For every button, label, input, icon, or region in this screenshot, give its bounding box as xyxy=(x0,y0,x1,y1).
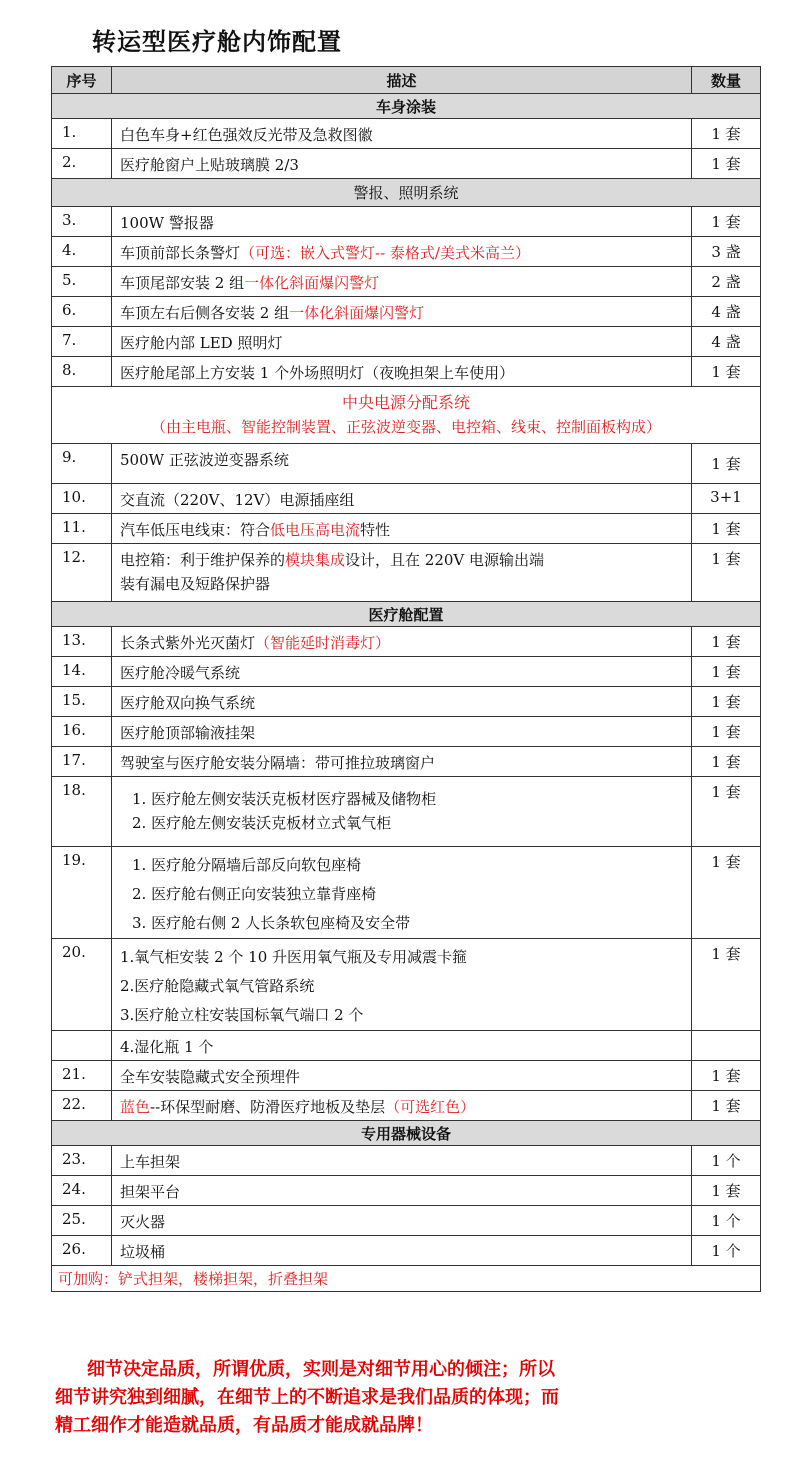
row-qty: 1 个 xyxy=(692,1236,761,1266)
table-header-row xyxy=(52,67,761,94)
row-desc: 4.湿化瓶 1 个 xyxy=(112,1031,692,1061)
row-desc xyxy=(112,847,692,939)
row-desc: 灭火器 xyxy=(112,1206,692,1236)
desc-text: --环保型耐磨、防滑医疗地板及垫层 xyxy=(150,1098,386,1116)
row-desc: 驾驶室与医疗舱安装分隔墙：带可推拉玻璃窗户 xyxy=(112,747,692,777)
desc-highlight: 蓝色 xyxy=(120,1098,151,1116)
table-row xyxy=(52,939,761,1031)
row-no: 5. xyxy=(52,267,112,297)
row-qty: 1 套 xyxy=(692,119,761,149)
table-row xyxy=(52,1176,761,1206)
row-no: 15. xyxy=(52,687,112,717)
motto-line: 细节决定品质，所谓优质，实则是对细节用心的倾注；所以 xyxy=(87,1359,555,1380)
row-qty: 4 盏 xyxy=(692,327,761,357)
row-no: 9. xyxy=(52,444,112,484)
desc-text: 车顶尾部安装 2 组 xyxy=(120,274,245,292)
section-alarm-light xyxy=(52,179,761,207)
table-row xyxy=(52,1206,761,1236)
header-desc: 描述 xyxy=(112,67,692,94)
row-qty: 1 套 xyxy=(692,747,761,777)
row-desc xyxy=(112,627,692,657)
table-row xyxy=(52,627,761,657)
row-qty: 1 套 xyxy=(692,1061,761,1091)
table-row xyxy=(52,657,761,687)
row-qty: 1 个 xyxy=(692,1206,761,1236)
row-no: 19. xyxy=(52,847,112,939)
table-row xyxy=(52,1031,761,1061)
row-no xyxy=(52,1031,112,1061)
addon-note: 可加购：铲式担架，楼梯担架，折叠担架 xyxy=(52,1266,761,1292)
row-desc: 白色车身+红色强效反光带及急救图徽 xyxy=(112,119,692,149)
row-qty: 1 套 xyxy=(692,1176,761,1206)
row-desc: 全车安装隐藏式安全预埋件 xyxy=(112,1061,692,1091)
table-row xyxy=(52,847,761,939)
desc-text: 车顶前部长条警灯 xyxy=(120,244,241,262)
section-power xyxy=(52,387,761,444)
row-qty: 1 套 xyxy=(692,357,761,387)
row-desc: 500W 正弦波逆变器系统 xyxy=(112,444,692,484)
row-qty: 1 套 xyxy=(692,544,761,602)
row-qty: 3+1 xyxy=(692,484,761,514)
section-power-cell xyxy=(52,387,761,444)
desc-highlight: 低电压高电流 xyxy=(270,521,361,539)
row-desc xyxy=(112,1091,692,1121)
section-title: 警报、照明系统 xyxy=(52,179,761,207)
row-qty: 1 套 xyxy=(692,687,761,717)
row-no: 8. xyxy=(52,357,112,387)
quality-motto xyxy=(55,1356,755,1440)
header-no: 序号 xyxy=(52,67,112,94)
row-qty: 1 套 xyxy=(692,207,761,237)
list-item: 1.氧气柜安装 2 个 10 升医用氧气瓶及专用减震卡箍 xyxy=(120,948,468,966)
table-row xyxy=(52,207,761,237)
table-row xyxy=(52,1236,761,1266)
row-desc xyxy=(112,237,692,267)
motto-line: 精工细作才能造就品质，有品质才能成就品牌！ xyxy=(55,1415,433,1436)
row-no: 25. xyxy=(52,1206,112,1236)
section-title: 车身涂装 xyxy=(52,94,761,119)
table-row xyxy=(52,1061,761,1091)
row-qty: 1 套 xyxy=(692,627,761,657)
row-desc: 医疗舱内部 LED 照明灯 xyxy=(112,327,692,357)
row-qty: 1 套 xyxy=(692,847,761,939)
row-no: 18. xyxy=(52,777,112,847)
row-desc xyxy=(112,939,692,1031)
table-row xyxy=(52,747,761,777)
row-qty: 1 套 xyxy=(692,939,761,1031)
row-qty: 1 套 xyxy=(692,717,761,747)
table-row xyxy=(52,717,761,747)
section-subtitle: （由主电瓶、智能控制装置、正弦波逆变器、电控箱、线束、控制面板构成） xyxy=(150,418,661,436)
table-row xyxy=(52,514,761,544)
desc-text: 特性 xyxy=(360,521,391,539)
list-item: 1. 医疗舱分隔墙后部反向软包座椅 xyxy=(132,856,362,874)
row-desc xyxy=(112,297,692,327)
row-desc: 交直流（220V、12V）电源插座组 xyxy=(112,484,692,514)
desc-text: 装有漏电及短路保护器 xyxy=(120,575,271,593)
row-no: 22. xyxy=(52,1091,112,1121)
desc-highlight: 一体化斜面爆闪警灯 xyxy=(289,304,425,322)
desc-highlight: （可选红色） xyxy=(385,1098,476,1116)
row-no: 4. xyxy=(52,237,112,267)
row-no: 7. xyxy=(52,327,112,357)
section-title: 中央电源分配系统 xyxy=(341,393,470,412)
row-qty: 3 盏 xyxy=(692,237,761,267)
list-item: 2. 医疗舱右侧正向安装独立靠背座椅 xyxy=(132,885,377,903)
row-no: 1. xyxy=(52,119,112,149)
row-desc xyxy=(112,267,692,297)
section-title: 医疗舱配置 xyxy=(52,602,761,627)
table-row xyxy=(52,1146,761,1176)
row-qty: 1 套 xyxy=(692,657,761,687)
row-desc: 医疗舱双向换气系统 xyxy=(112,687,692,717)
table-row xyxy=(52,267,761,297)
row-no: 2. xyxy=(52,149,112,179)
row-desc xyxy=(112,514,692,544)
row-qty: 2 盏 xyxy=(692,267,761,297)
section-title: 专用器械设备 xyxy=(52,1121,761,1146)
table-row xyxy=(52,687,761,717)
list-item: 3.医疗舱立柱安装国标氧气端口 2 个 xyxy=(120,1006,364,1024)
table-row xyxy=(52,149,761,179)
table-row xyxy=(52,544,761,602)
row-no: 26. xyxy=(52,1236,112,1266)
table-row xyxy=(52,237,761,267)
row-qty xyxy=(692,1031,761,1061)
desc-text: 长条式紫外光灭菌灯 xyxy=(120,634,256,652)
desc-highlight: （可选：嵌入式警灯-- 泰格式/美式米高兰） xyxy=(240,244,530,262)
row-desc: 医疗舱顶部输液挂架 xyxy=(112,717,692,747)
row-no: 20. xyxy=(52,939,112,1031)
desc-text: 电控箱：利于维护保养的 xyxy=(120,551,286,569)
table-row xyxy=(52,119,761,149)
section-cabin xyxy=(52,602,761,627)
desc-highlight: 一体化斜面爆闪警灯 xyxy=(244,274,380,292)
row-qty: 1 套 xyxy=(692,444,761,484)
row-no: 12. xyxy=(52,544,112,602)
row-qty: 1 套 xyxy=(692,149,761,179)
list-item: 2.医疗舱隐藏式氧气管路系统 xyxy=(120,977,315,995)
table-row xyxy=(52,297,761,327)
row-no: 17. xyxy=(52,747,112,777)
desc-text: 车顶左右后侧各安装 2 组 xyxy=(120,304,290,322)
row-desc: 医疗舱尾部上方安装 1 个外场照明灯（夜晚担架上车使用） xyxy=(112,357,692,387)
row-desc: 医疗舱窗户上贴玻璃膜 2/3 xyxy=(112,149,692,179)
list-item: 2. 医疗舱左侧安装沃克板材立式氧气柜 xyxy=(132,814,392,832)
row-no: 24. xyxy=(52,1176,112,1206)
table-row xyxy=(52,357,761,387)
row-no: 10. xyxy=(52,484,112,514)
row-no: 6. xyxy=(52,297,112,327)
row-qty: 1 套 xyxy=(692,777,761,847)
table-row xyxy=(52,777,761,847)
page-title: 转运型医疗舱内饰配置 xyxy=(92,28,342,56)
desc-text: 汽车低压电线束：符合 xyxy=(120,521,271,539)
row-qty: 1 个 xyxy=(692,1146,761,1176)
row-desc: 100W 警报器 xyxy=(112,207,692,237)
row-desc: 上车担架 xyxy=(112,1146,692,1176)
addon-row xyxy=(52,1266,761,1292)
row-no: 13. xyxy=(52,627,112,657)
row-no: 23. xyxy=(52,1146,112,1176)
motto-line: 细节讲究独到细腻，在细节上的不断追求是我们品质的体现；而 xyxy=(55,1387,559,1408)
table-row xyxy=(52,484,761,514)
table-row xyxy=(52,327,761,357)
row-desc: 担架平台 xyxy=(112,1176,692,1206)
desc-highlight: （智能延时消毒灯） xyxy=(255,634,391,652)
list-item: 1. 医疗舱左侧安装沃克板材医疗器械及储物柜 xyxy=(132,790,437,808)
table-row xyxy=(52,444,761,484)
row-no: 14. xyxy=(52,657,112,687)
row-no: 16. xyxy=(52,717,112,747)
table-row xyxy=(52,1091,761,1121)
section-body-paint xyxy=(52,94,761,119)
row-no: 3. xyxy=(52,207,112,237)
desc-highlight: 模块集成 xyxy=(285,551,346,569)
list-item: 3. 医疗舱右侧 2 人长条软包座椅及安全带 xyxy=(132,914,411,932)
row-desc xyxy=(112,544,692,602)
desc-text: 设计，且在 220V 电源输出端 xyxy=(345,551,545,569)
row-desc: 垃圾桶 xyxy=(112,1236,692,1266)
row-qty: 4 盏 xyxy=(692,297,761,327)
row-desc: 医疗舱冷暖气系统 xyxy=(112,657,692,687)
row-desc xyxy=(112,777,692,847)
row-no: 21. xyxy=(52,1061,112,1091)
row-qty: 1 套 xyxy=(692,1091,761,1121)
header-qty: 数量 xyxy=(692,67,761,94)
row-qty: 1 套 xyxy=(692,514,761,544)
section-equipment xyxy=(52,1121,761,1146)
config-table xyxy=(51,66,761,1292)
row-no: 11. xyxy=(52,514,112,544)
